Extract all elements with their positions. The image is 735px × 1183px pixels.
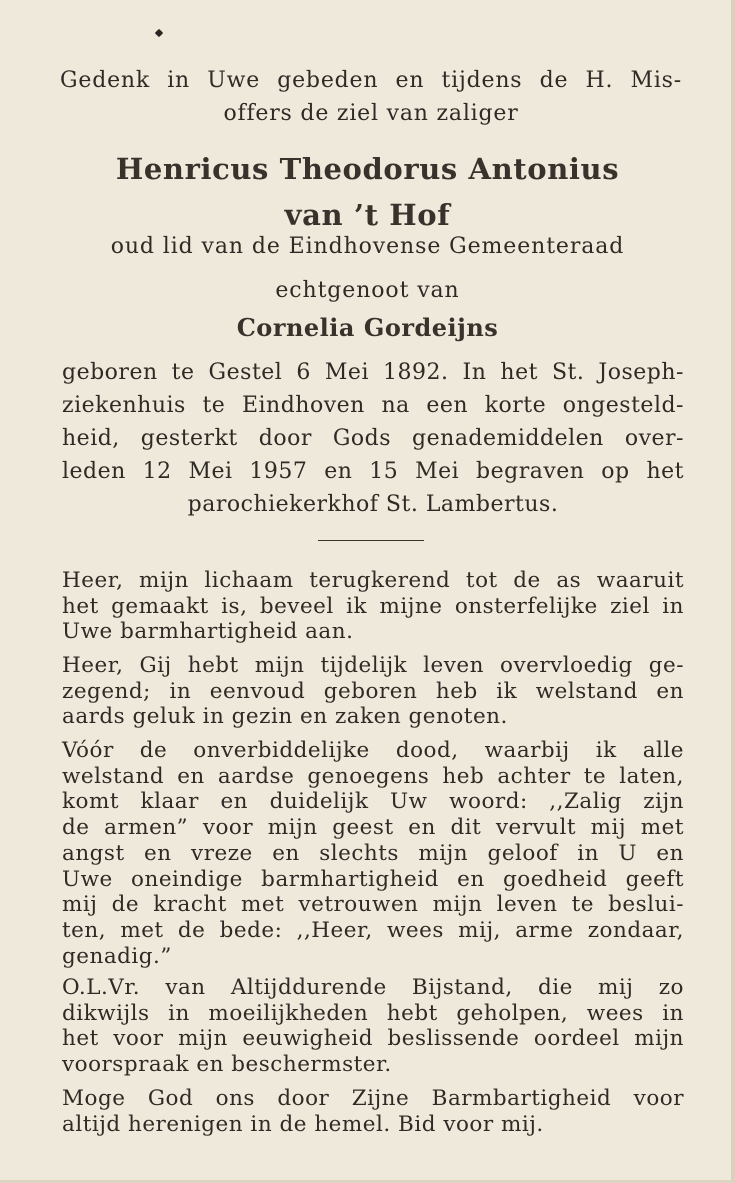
prayer-paragraph — [62, 653, 684, 730]
role-text: oud lid van de Eindhovense Gemeenteraad — [110, 234, 625, 259]
prayer-paragraph — [62, 975, 684, 1078]
prayer-paragraph — [62, 568, 684, 645]
prayer-paragraph — [62, 1086, 684, 1137]
prayer-line: zegend; in eenvoud geboren heb ik welstand en — [62, 678, 684, 704]
intro-line: offers de ziel van zaliger — [223, 101, 519, 126]
prayer-line: O.L.Vr. van Altijddurende Bijstand, die mij zo — [62, 975, 684, 1000]
prayer-line: Vóór de onverbiddelijke dood, waarbij ik alle — [62, 738, 684, 763]
prayer-line: het voor mijn eeuwigheid beslissende oordeel mijn — [62, 1026, 684, 1052]
life-line: ziekenhuis te Eindhoven na een korte ongesteld- — [62, 393, 684, 418]
intro-text — [60, 64, 682, 130]
life-line: heid, gesterkt door Gods genademiddelen over- — [62, 426, 684, 451]
prayer-line: de armen” voor mijn geest en dit vervult mij met — [62, 815, 684, 841]
prayer-line: voorspraak en beschermster. — [62, 1052, 392, 1078]
prayer-line: Uwe barmhartigheid aan. — [62, 619, 354, 645]
ink-speck — [155, 29, 163, 37]
prayer-line: altijd herenigen in de hemel. Bid voor mij. — [62, 1111, 544, 1137]
prayer-line: komt klaar en duidelijk Uw woord: ,,Zalig zijn — [62, 789, 684, 815]
life-line: geboren te Gestel 6 Mei 1892. In het St. Joseph- — [62, 360, 684, 385]
prayer-line: aards geluk in gezin en zaken genoten. — [62, 704, 508, 730]
prayer-line: Heer, mijn lichaam terugkerend tot de as waaruit — [62, 568, 684, 593]
deceased-name — [40, 146, 695, 238]
prayer-line: mij de kracht met vetrouwen mijn leven te beslui- — [62, 892, 684, 918]
prayer-line: Moge God ons door Zijne Barmbartigheid voor — [62, 1086, 684, 1111]
prayer-line: genadig.” — [62, 943, 172, 969]
prayer-line: ten, met de bede: ,,Heer, wees mij, arme zondaar, — [62, 917, 684, 943]
life-paragraph — [62, 356, 684, 521]
prayer-line: het gemaakt is, beveel ik mijne onsterfelijke ziel in — [62, 593, 684, 619]
name-line: Henricus Theodorus Antonius — [115, 152, 620, 186]
prayer-line: welstand en aardse genoegens heb achter te laten, — [62, 763, 684, 789]
spouse-name: Cornelia Gordeijns — [236, 313, 499, 342]
prayer-paragraph — [62, 738, 684, 969]
name-line: van ’t Hof — [284, 198, 451, 232]
prayer-line: angst en vreze en slechts mijn geloof in U en — [62, 840, 684, 866]
prayer-line: Uwe oneindige barmhartigheid en goedheid geeft — [62, 866, 684, 892]
life-line: parochiekerkhof St. Lambertus. — [187, 492, 559, 517]
prayer-line: Heer, Gij hebt mijn tijdelijk leven overvloedig ge- — [62, 653, 684, 678]
intro-line: Gedenk in Uwe gebeden en tijdens de H. Mis- — [60, 68, 682, 93]
prayer-line: dikwijls in moeilijkheden hebt geholpen, wees in — [62, 1000, 684, 1026]
divider-rule — [318, 540, 424, 541]
relation-text: echtgenoot van — [275, 278, 460, 303]
life-line: leden 12 Mei 1957 en 15 Mei begraven op het — [62, 459, 684, 484]
